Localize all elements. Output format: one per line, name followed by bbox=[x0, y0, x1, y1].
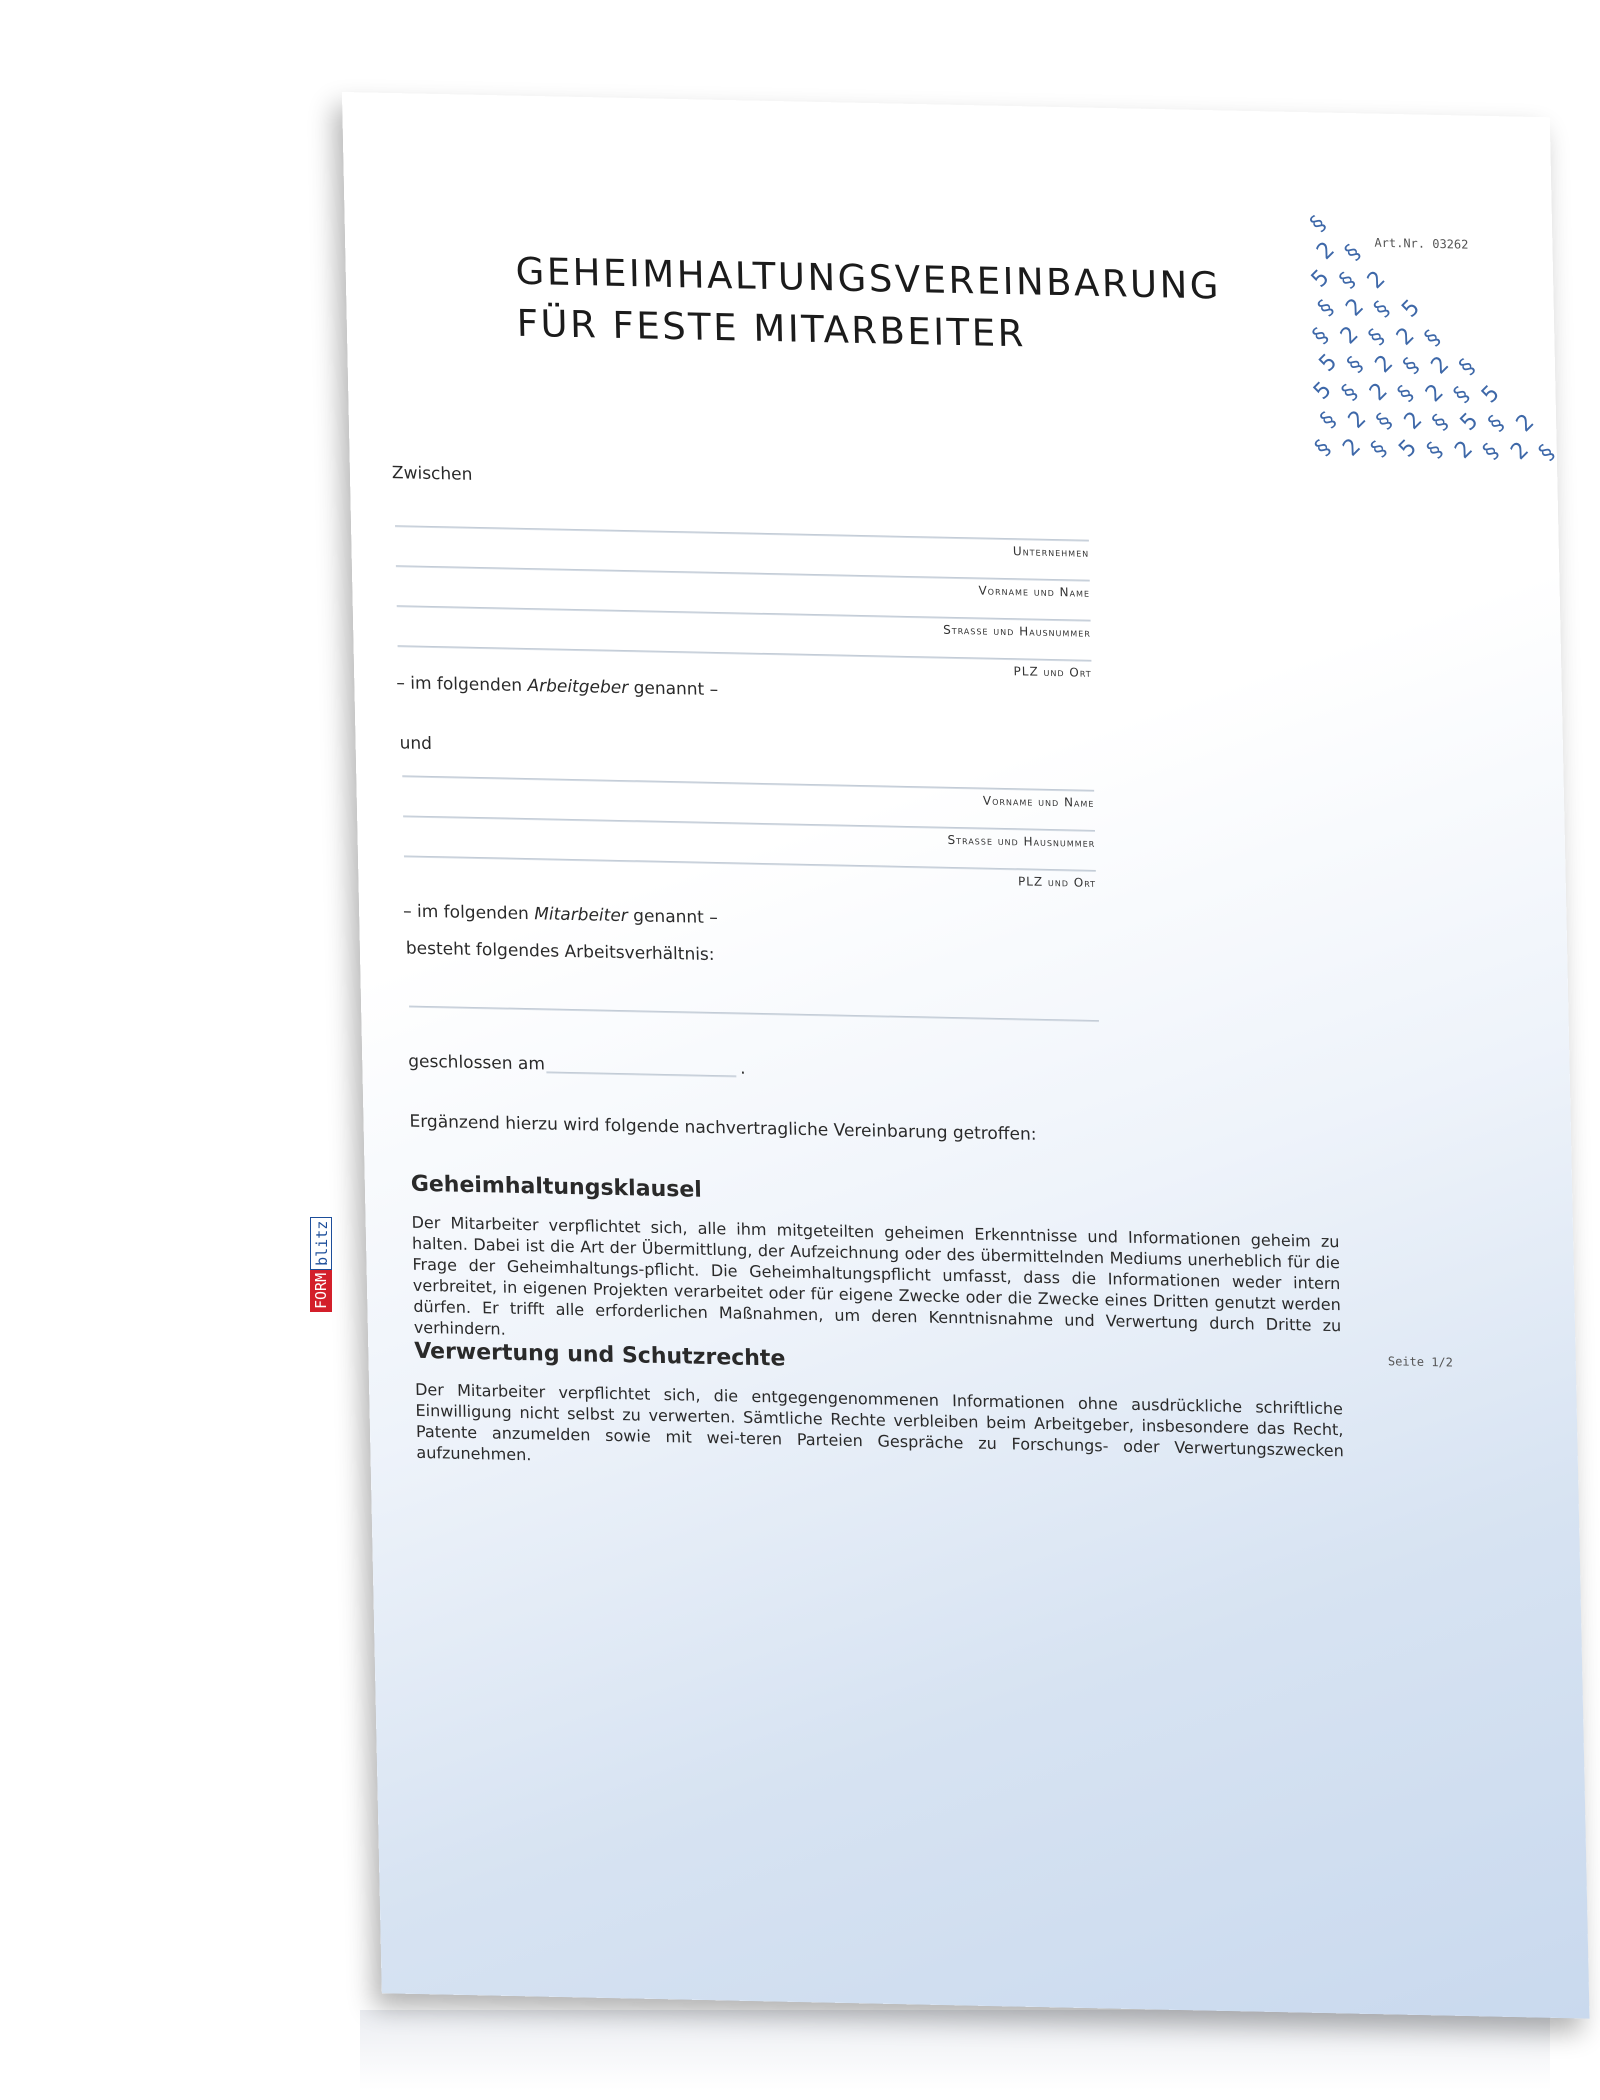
pattern-glyph: 2 bbox=[1391, 322, 1420, 351]
employee-designation-before: – im folgenden bbox=[402, 901, 535, 925]
logo-part-2: blitz bbox=[310, 1217, 332, 1270]
section-heading-confidentiality: Geheimhaltungsklausel bbox=[410, 1171, 703, 1203]
employee-city-label: PLZ und Ort bbox=[1017, 874, 1097, 890]
pattern-glyph: § bbox=[1363, 324, 1390, 351]
document-page bbox=[342, 92, 1590, 2019]
employer-designation bbox=[396, 673, 718, 700]
document-title bbox=[515, 246, 1222, 365]
pattern-glyph: 2 bbox=[1421, 379, 1449, 408]
pattern-glyph: § bbox=[1313, 295, 1339, 322]
pattern-glyph: 5 bbox=[1314, 349, 1343, 378]
section-body-exploitation: Der Mitarbeiter verpflichtet sich, die entgegengenommenen Informationen ohne ausdrückliche schriftliche Einwilligung nicht selbst zu verwerten. Sämtliche Rechte verbleiben beim Arbeitgeber, insbesondere das Recht, Patente anzumelden sowie mit wei-teren Parteien Gespräche zu Forschungs- oder Verwertungszwecken aufzunehmen. bbox=[414, 1379, 1344, 1465]
pattern-glyph: 2 bbox=[1335, 321, 1364, 350]
pattern-glyph: § bbox=[1337, 379, 1363, 406]
pattern-glyph: 2 bbox=[1362, 266, 1391, 295]
pattern-glyph: 2 bbox=[1365, 378, 1393, 407]
employer-company-label: Unternehmen bbox=[1012, 544, 1090, 560]
pattern-glyph: 2 bbox=[1426, 351, 1455, 380]
pattern-glyph: 2 bbox=[1506, 437, 1534, 466]
pattern-glyph: § bbox=[1310, 435, 1336, 461]
pattern-glyph: 5 bbox=[1397, 295, 1426, 323]
page-reflection bbox=[360, 2010, 1550, 2090]
pattern-glyph: § bbox=[1334, 267, 1361, 294]
pattern-glyph: § bbox=[1534, 440, 1560, 466]
pattern-glyph: 5 bbox=[1309, 377, 1337, 405]
pattern-glyph: § bbox=[1369, 296, 1395, 323]
pattern-glyph: 5 bbox=[1394, 435, 1422, 463]
pattern-glyph: § bbox=[1454, 354, 1481, 381]
pattern-glyph: § bbox=[1371, 408, 1398, 435]
pattern-glyph: 5 bbox=[1455, 408, 1484, 437]
pattern-glyph: 2 bbox=[1312, 237, 1340, 265]
pattern-glyph: § bbox=[1398, 353, 1425, 379]
concluded-date-line[interactable] bbox=[546, 1071, 736, 1077]
pattern-glyph: § bbox=[1342, 351, 1369, 378]
employer-designation-before: – im folgenden bbox=[396, 673, 528, 697]
pattern-glyph: § bbox=[1449, 382, 1475, 408]
pattern-glyph: 5 bbox=[1306, 265, 1335, 293]
employer-designation-role: Arbeitgeber bbox=[527, 676, 629, 699]
pattern-glyph: § bbox=[1422, 437, 1448, 464]
pattern-glyph: § bbox=[1419, 325, 1446, 352]
employer-name-label: Vorname und Name bbox=[978, 583, 1091, 600]
employer-street-label: Strasse und Hausnummer bbox=[942, 622, 1091, 640]
employee-city-line[interactable] bbox=[404, 855, 1096, 872]
employer-designation-after: genannt – bbox=[627, 678, 719, 701]
employee-street-label: Strasse und Hausnummer bbox=[947, 832, 1096, 850]
pattern-glyph: § bbox=[1305, 211, 1332, 237]
section-heading-exploitation: Verwertung und Schutzrechte bbox=[414, 1338, 786, 1372]
employer-city-line[interactable] bbox=[398, 645, 1092, 662]
employee-designation-after: genannt – bbox=[627, 906, 718, 929]
supplement-text: Ergänzend hierzu wird folgende nachvertragliche Vereinbarung getroffen: bbox=[409, 1111, 1037, 1145]
employee-designation bbox=[403, 901, 718, 928]
pattern-glyph: § bbox=[1427, 409, 1454, 436]
pattern-glyph: 5 bbox=[1477, 380, 1505, 409]
employee-name-line[interactable] bbox=[402, 775, 1094, 792]
parties-conjunction: und bbox=[399, 733, 433, 755]
pattern-glyph: 2 bbox=[1338, 433, 1366, 462]
formblitz-logo bbox=[310, 1200, 334, 1312]
pattern-glyph: § bbox=[1315, 407, 1342, 434]
parties-intro: Zwischen bbox=[391, 463, 473, 485]
logo-part-1: FORM bbox=[310, 1270, 332, 1312]
pattern-glyph: 2 bbox=[1343, 405, 1372, 434]
employee-street-line[interactable] bbox=[403, 815, 1095, 832]
pattern-glyph: § bbox=[1483, 410, 1510, 437]
relationship-label: besteht folgendes Arbeitsverhältnis: bbox=[405, 938, 715, 966]
employer-name-line[interactable] bbox=[396, 565, 1090, 582]
employer-company-line[interactable] bbox=[395, 525, 1089, 542]
pattern-glyph: § bbox=[1393, 381, 1419, 407]
employee-designation-role: Mitarbeiter bbox=[534, 904, 629, 927]
employer-city-label: PLZ und Ort bbox=[1013, 664, 1092, 680]
article-number: Art.Nr. 03262 bbox=[1374, 235, 1469, 252]
page-number: Seite 1/2 bbox=[1387, 1354, 1454, 1370]
pattern-glyph: 2 bbox=[1450, 436, 1478, 464]
pattern-glyph: 2 bbox=[1511, 409, 1540, 438]
concluded-suffix: . bbox=[739, 1058, 746, 1079]
concluded-label: geschlossen am bbox=[408, 1051, 546, 1075]
pattern-glyph: 2 bbox=[1341, 293, 1370, 322]
employer-street-line[interactable] bbox=[397, 605, 1091, 622]
pattern-glyph: 2 bbox=[1399, 407, 1428, 435]
pattern-glyph: § bbox=[1340, 239, 1366, 266]
section-body-confidentiality: Der Mitarbeiter verpflichtet sich, alle ihm mitgeteilten geheimen Erkenntnisse und Informationen geheim zu halten. Dabei ist die Art der Übermittlung, der Aufzeichnung oder des übermittelnden Mediums unerheblich für die Frage der Geheimhaltungs-pflicht. Die Geheimhaltungspflicht umfasst, dass die Informationen weder intern verbreitet, in eigenen Projekten verarbeitet oder für eigene Zwecke oder die Zwecke eines Dritten genutzt werden dürfen. Er trifft alle erforderlichen Maßnahmen, um deren Kenntnisnahme und Verwertung durch Dritte zu verhindern. bbox=[411, 1212, 1342, 1339]
pattern-glyph: 2 bbox=[1370, 350, 1399, 379]
title-line-1: GEHEIMHALTUNGSVEREINBARUNG bbox=[515, 249, 1222, 308]
pattern-glyph: § bbox=[1478, 438, 1504, 465]
employee-name-label: Vorname und Name bbox=[982, 793, 1095, 810]
relationship-line[interactable] bbox=[409, 1006, 1099, 1022]
pattern-glyph: § bbox=[1366, 436, 1392, 463]
pattern-glyph: § bbox=[1307, 323, 1334, 349]
title-line-2: FÜR FESTE MITARBEITER bbox=[516, 301, 1027, 356]
